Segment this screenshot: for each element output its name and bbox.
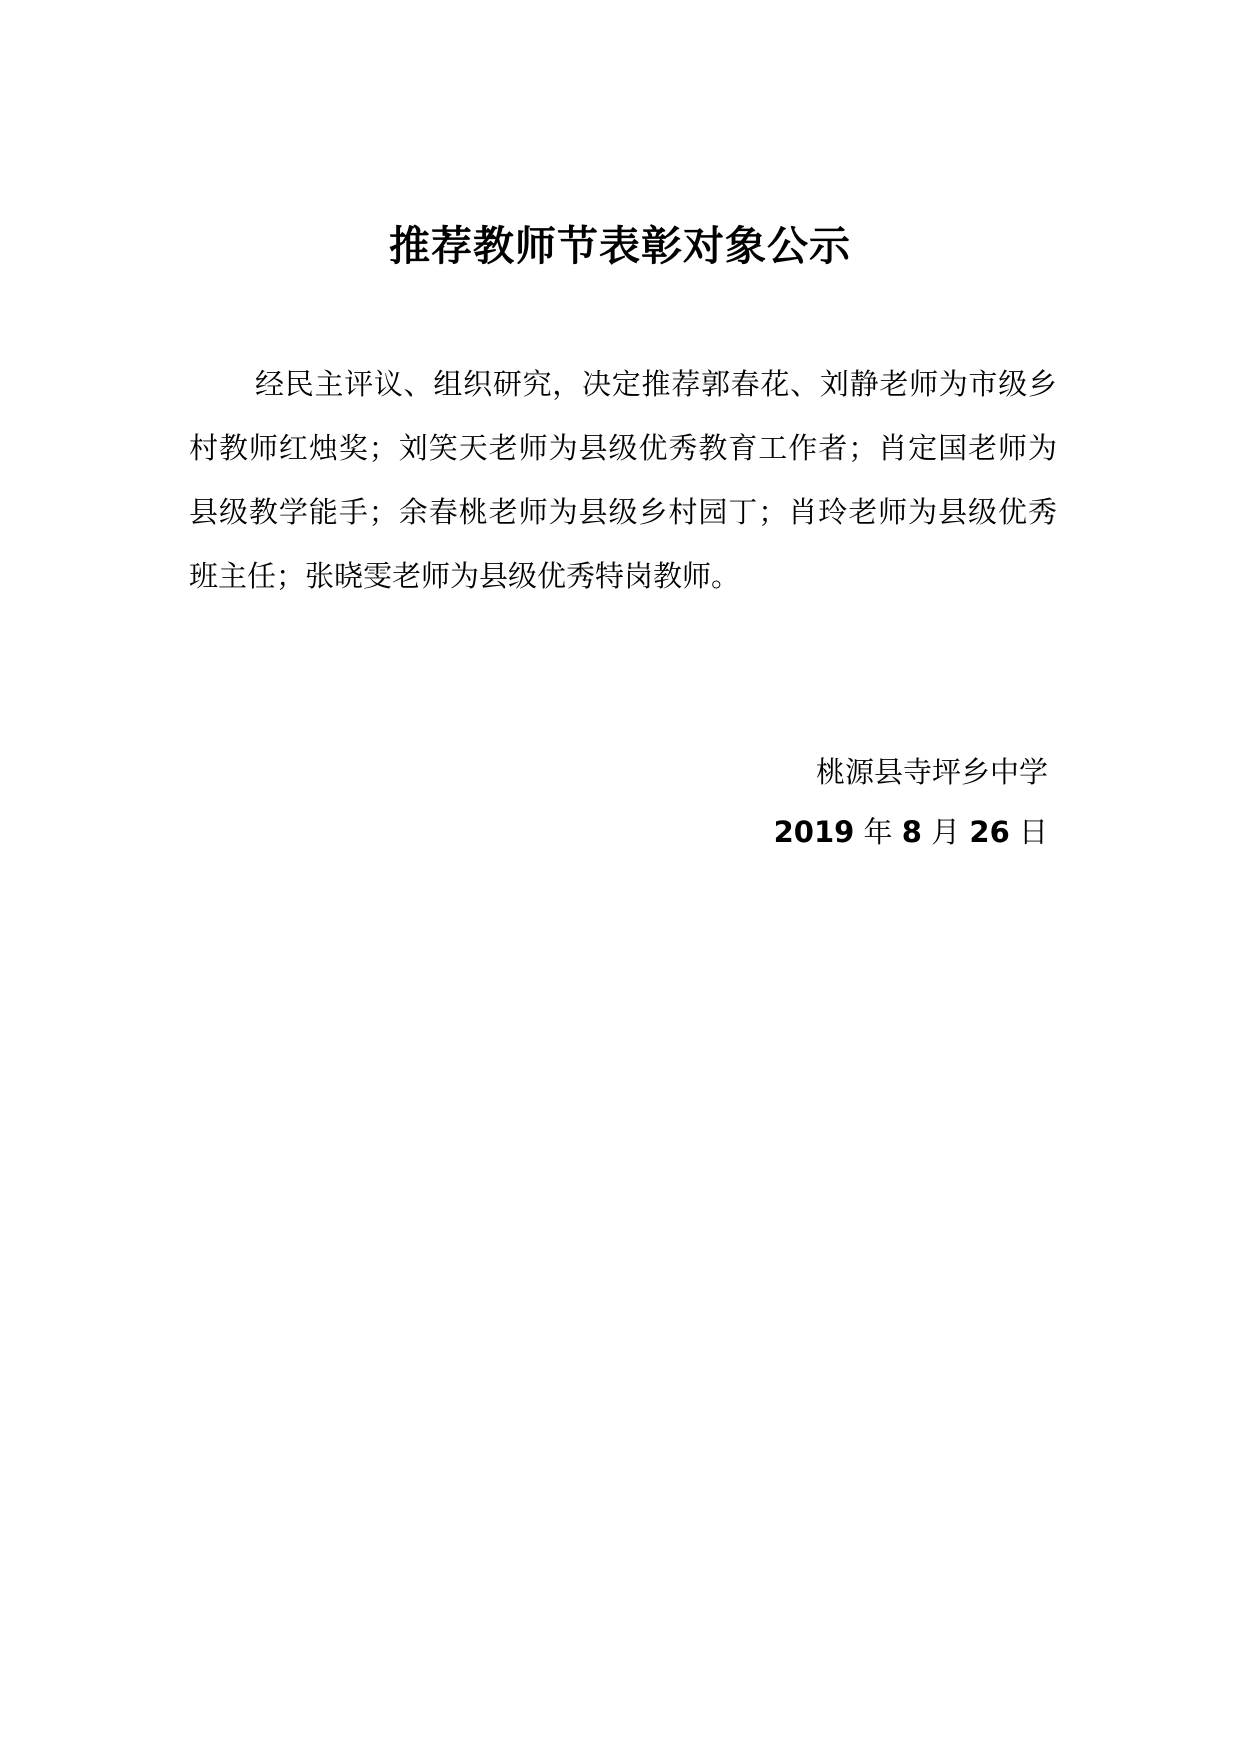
document-title: 推荐教师节表彰对象公示: [389, 222, 851, 270]
date-day-unit: 日: [1018, 815, 1048, 849]
signature-organization: 桃源县寺坪乡中学: [815, 755, 1048, 789]
date-year: 2019: [773, 815, 855, 849]
date-year-unit: 年: [863, 815, 893, 849]
body-paragraph: 经民主评议、组织研究，决定推荐郭春花、刘静老师为市级乡村教师红烛奖；刘笑天老师为县级优秀教育工作者；肖定国老师为县级教学能手；余春桃老师为县级乡村园丁；肖玲老师为县级优秀班主任；张晓雯老师为县级优秀特岗教师。: [189, 367, 1057, 593]
signature-date: [774, 812, 1048, 852]
date-day: 26: [969, 815, 1010, 849]
date-month: 8: [901, 815, 922, 849]
date-month-unit: 月: [931, 815, 961, 849]
